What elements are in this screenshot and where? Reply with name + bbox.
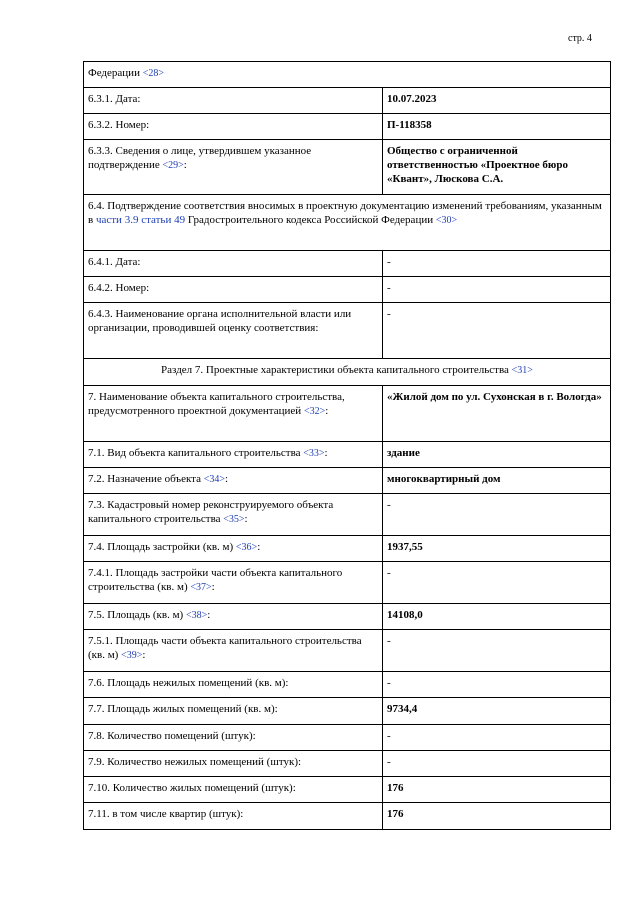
footnote-ref[interactable]: <32> (303, 406, 326, 417)
cell-text: 7.8. Количество помещений (штук): (88, 730, 256, 742)
cell-text: : (211, 581, 215, 593)
cell-text: 6.3.1. Дата: (88, 93, 141, 105)
cell-text: Федерации (88, 67, 143, 79)
field-value: 176 (383, 803, 611, 830)
field-label (84, 604, 383, 630)
field-value: - (383, 562, 611, 604)
cell-text: 7.4.1. Площадь застройки части объекта капитального строительства (кв. м) (88, 567, 343, 593)
cell-text: : (325, 405, 329, 417)
field-value: 14108,0 (383, 604, 611, 630)
field-value: 176 (383, 777, 611, 803)
field-label (84, 251, 383, 277)
field-value: - (383, 251, 611, 277)
cell-text: 7.9. Количество нежилых помещений (штук): (88, 756, 302, 768)
field-label (84, 777, 383, 803)
field-value: - (383, 630, 611, 672)
table-row (84, 562, 611, 604)
cell-text: 7.1. Вид объекта капитального строительства (88, 447, 304, 459)
field-value: 10.07.2023 (383, 88, 611, 114)
field-label (84, 672, 383, 698)
field-value: «Жилой дом по ул. Сухонская в г. Вологда» (383, 386, 611, 442)
field-label (84, 88, 383, 114)
table-row (84, 672, 611, 698)
field-label (84, 442, 383, 468)
cell-text: : (257, 541, 261, 553)
field-label (84, 803, 383, 830)
table-row (84, 468, 611, 494)
table-row (84, 62, 611, 88)
cell-text: 6.4.3. Наименование органа исполнительной власти или организации, проводившей оценку соответствия: (88, 308, 352, 334)
cell-text: 7. Наименование объекта капитального строительства, предусмотренного проектной документацией (88, 391, 345, 417)
field-value: - (383, 751, 611, 777)
table-row (84, 114, 611, 140)
table-row (84, 698, 611, 725)
cell-text: : (207, 609, 211, 621)
field-value: 1937,55 (383, 536, 611, 562)
table-row (84, 777, 611, 803)
footnote-ref[interactable]: <31> (511, 365, 533, 376)
cell-text: 6.4.1. Дата: (88, 256, 141, 268)
cell-text: 7.5. Площадь (кв. м) (88, 609, 186, 621)
cell-text: 6.3.2. Номер: (88, 119, 150, 131)
field-value: - (383, 277, 611, 303)
field-label (84, 277, 383, 303)
field-label (84, 303, 383, 359)
table-row (84, 630, 611, 672)
table-row (84, 303, 611, 359)
cell-text: 7.6. Площадь нежилых помещений (кв. м): (88, 677, 289, 689)
table-row (84, 803, 611, 830)
footnote-ref[interactable]: <29> (162, 160, 184, 171)
cell-text: 7.7. Площадь жилых помещений (кв. м): (88, 703, 278, 715)
field-label (84, 751, 383, 777)
footnote-ref[interactable]: <33> (303, 448, 325, 459)
footnote-ref[interactable]: <34> (203, 474, 226, 485)
table-row (84, 751, 611, 777)
span-cell (84, 62, 611, 88)
cell-text: Градостроительного кодекса Российской Федерации (185, 214, 436, 226)
field-label (84, 494, 383, 536)
field-label (84, 698, 383, 725)
footnote-ref[interactable]: <35> (223, 514, 245, 525)
field-value: - (383, 494, 611, 536)
cell-text: 7.3. Кадастровый номер реконструируемого объекта капитального строительства (88, 499, 334, 525)
table-body (84, 62, 611, 830)
table-row (84, 251, 611, 277)
cell-text: : (225, 473, 229, 485)
law-link[interactable]: части 3.9 статьи 49 (95, 214, 186, 226)
cell-text: 6.3.3. Сведения о лице, утвердившем указанное подтверждение (88, 145, 312, 171)
table-row (84, 359, 611, 386)
field-value: - (383, 725, 611, 751)
span-cell (84, 195, 611, 251)
page-number: стр. 4 (568, 33, 592, 44)
field-label (84, 562, 383, 604)
cell-text: 7.10. Количество жилых помещений (штук): (88, 782, 296, 794)
cell-text: 7.5.1. Площадь части объекта капитального строительства (кв. м) (88, 635, 362, 661)
cell-text: 6.4. Подтверждение соответствия вносимых в проектную документацию изменений требованиям, указанным в (88, 200, 602, 226)
field-value: многоквартирный дом (383, 468, 611, 494)
field-label (84, 630, 383, 672)
field-value: - (383, 672, 611, 698)
cell-text: 7.11. в том числе квартир (штук): (88, 808, 244, 820)
table-row (84, 386, 611, 442)
section-heading (84, 359, 611, 386)
table-row (84, 604, 611, 630)
table-row (84, 140, 611, 195)
document-table (83, 61, 611, 830)
table-row (84, 536, 611, 562)
cell-text: : (183, 159, 187, 171)
field-value: здание (383, 442, 611, 468)
field-label (84, 725, 383, 751)
table-row (84, 725, 611, 751)
cell-text: 6.4.2. Номер: (88, 282, 150, 294)
field-value: 9734,4 (383, 698, 611, 725)
table-row (84, 88, 611, 114)
field-label (84, 536, 383, 562)
footnote-ref[interactable]: <28> (142, 68, 164, 79)
footnote-ref[interactable]: <30> (435, 215, 458, 226)
field-value: - (383, 303, 611, 359)
table-row (84, 195, 611, 251)
cell-text: : (142, 649, 146, 661)
footnote-ref[interactable]: <37> (190, 582, 212, 593)
field-value: Общество с ограниченной ответственностью «Проектное бюро «Квант», Люскова С.А. (383, 140, 611, 195)
table-row (84, 494, 611, 536)
cell-text: : (244, 513, 248, 525)
table-row (84, 277, 611, 303)
field-label (84, 468, 383, 494)
field-label (84, 140, 383, 195)
field-value: П-118358 (383, 114, 611, 140)
cell-text: Раздел 7. Проектные характеристики объекта капитального строительства (161, 364, 512, 376)
cell-text: : (324, 447, 328, 459)
cell-text: 7.2. Назначение объекта (88, 473, 204, 485)
cell-text: 7.4. Площадь застройки (кв. м) (88, 541, 236, 553)
footnote-ref[interactable]: <38> (185, 610, 208, 621)
footnote-ref[interactable]: <36> (235, 542, 258, 553)
table-row (84, 442, 611, 468)
footnote-ref[interactable]: <39> (121, 650, 143, 661)
field-label (84, 114, 383, 140)
field-label (84, 386, 383, 442)
